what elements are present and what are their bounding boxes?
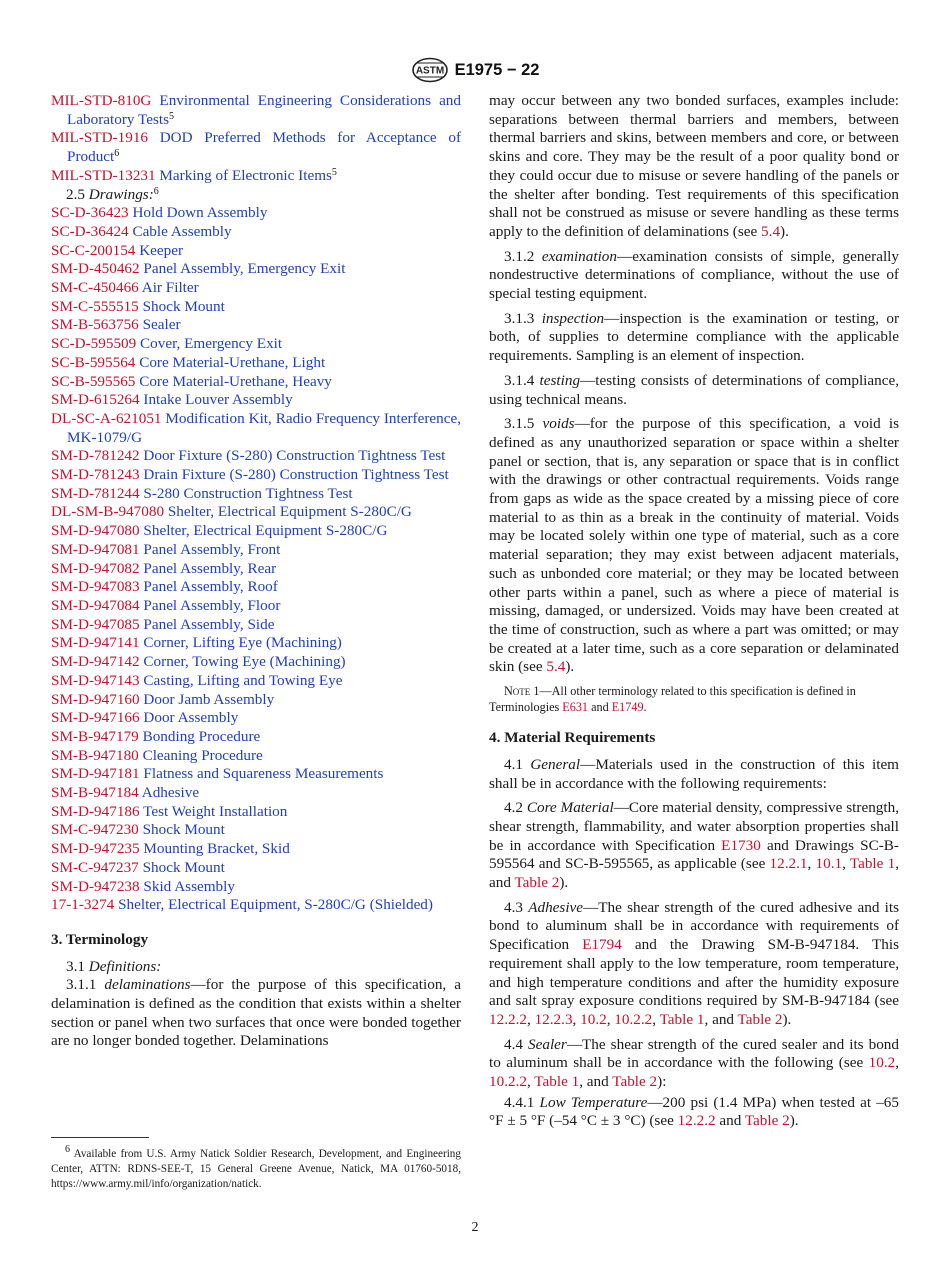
reference-title-link[interactable]: Panel Assembly, Roof xyxy=(143,578,278,596)
reference-code-link[interactable]: MIL-STD-810G xyxy=(51,92,152,109)
reference-code-link[interactable]: SM-C-555515 xyxy=(51,297,139,315)
footnote-marker: 6 xyxy=(114,148,120,160)
reference-code-link[interactable]: SM-D-947166 xyxy=(51,709,140,727)
reference-item xyxy=(51,728,461,747)
reference-code-link[interactable]: SM-B-947180 xyxy=(51,746,139,764)
reference-item xyxy=(51,466,461,485)
reference-title-link[interactable]: Environmental Engineering Considerations and Laboratory Tests xyxy=(67,92,461,128)
reference-title-link[interactable]: Shock Mount xyxy=(142,297,225,315)
reference-code-link[interactable]: SM-D-947238 xyxy=(51,877,140,895)
reference-code-link[interactable]: SM-D-781243 xyxy=(51,466,140,484)
reference-item xyxy=(51,354,461,373)
reference-code-link[interactable]: SM-B-563756 xyxy=(51,316,139,334)
reference-item xyxy=(51,316,461,335)
ref-link[interactable]: 10.2 xyxy=(868,1054,896,1072)
reference-code-link[interactable]: SM-D-947181 xyxy=(51,765,140,783)
ref-link[interactable]: E631 xyxy=(562,700,589,715)
reference-title-link[interactable]: Adhesive xyxy=(141,784,200,802)
reference-title-link[interactable]: Mounting Bracket, Skid xyxy=(143,840,290,858)
reference-title-link[interactable]: Shock Mount xyxy=(142,858,225,876)
reference-title-link[interactable]: Shock Mount xyxy=(142,821,225,839)
page-number: 2 xyxy=(471,1220,479,1235)
reference-item xyxy=(51,541,461,560)
reference-title-link[interactable]: Core Material-Urethane, Light xyxy=(139,353,326,371)
reference-item xyxy=(51,803,461,822)
reference-code-link[interactable]: SM-D-947082 xyxy=(51,559,140,577)
reference-item xyxy=(51,242,461,261)
ref-link[interactable]: Table 2 xyxy=(744,1112,790,1130)
reference-item xyxy=(51,167,461,186)
reference-code-link[interactable]: SM-D-615264 xyxy=(51,391,140,409)
ref-link[interactable]: E1730 xyxy=(721,836,761,854)
ref-link[interactable]: E1749 xyxy=(611,700,644,715)
right-column xyxy=(489,92,899,1137)
reference-code-link[interactable]: SM-B-947184 xyxy=(51,784,139,802)
reference-item xyxy=(51,335,461,354)
reference-item xyxy=(51,92,461,129)
ref-link[interactable]: 12.2.2 xyxy=(677,1112,716,1130)
reference-code-link[interactable]: SC-D-36423 xyxy=(51,204,129,222)
ref-link[interactable]: 12.2.1 xyxy=(769,855,808,873)
reference-item xyxy=(51,260,461,279)
reference-code-link[interactable]: SM-C-947237 xyxy=(51,858,139,876)
ref-link[interactable]: 12.2.2 xyxy=(489,1010,527,1028)
reference-title-link[interactable]: Panel Assembly, Emergency Exit xyxy=(143,260,346,278)
para-4-4: 4.4 Sealer—The shear strength of the cured sealer and its bond to aluminum shall be in accordance with the following (see 10.2, 10.2.2, Table 1, and Table 2): xyxy=(489,1035,899,1091)
page-header xyxy=(0,56,950,84)
ref-link[interactable]: 10.2 xyxy=(580,1010,607,1028)
reference-title-link[interactable]: DOD Preferred Methods for Acceptance of Product xyxy=(67,129,461,166)
reference-code-link[interactable]: SM-D-947141 xyxy=(51,634,140,652)
reference-item xyxy=(51,878,461,897)
reference-code-link[interactable]: SM-C-450466 xyxy=(51,279,139,297)
reference-title-link[interactable]: Hold Down Assembly xyxy=(132,204,268,222)
reference-title-link[interactable]: S-280 Construction Tightness Test xyxy=(143,484,353,502)
reference-code-link[interactable]: SM-D-781244 xyxy=(51,484,140,502)
reference-item xyxy=(51,821,461,840)
reference-title-link[interactable]: Casting, Lifting and Towing Eye xyxy=(143,671,343,689)
reference-list xyxy=(51,92,461,186)
reference-item xyxy=(51,129,461,166)
ref-link[interactable]: 12.2.3 xyxy=(534,1010,573,1028)
reference-item xyxy=(51,784,461,803)
reference-title-link[interactable]: Skid Assembly xyxy=(143,877,235,895)
definition-testing: 3.1.4 testing—testing consists of determinations of compliance, using technical means. xyxy=(489,371,900,408)
definitions-heading: 3.1 Definitions: xyxy=(66,957,162,975)
reference-title-link[interactable]: Core Material-Urethane, Heavy xyxy=(139,372,332,390)
reference-title-link[interactable]: Panel Assembly, Rear xyxy=(143,559,277,577)
reference-item xyxy=(51,391,461,410)
reference-title-link[interactable]: Cover, Emergency Exit xyxy=(140,335,283,353)
reference-code-link[interactable]: SC-C-200154 xyxy=(51,241,136,259)
reference-item xyxy=(51,691,461,710)
reference-code-link[interactable]: SM-D-947084 xyxy=(51,596,140,614)
reference-code-link[interactable]: SM-B-947179 xyxy=(51,727,139,745)
reference-code-link[interactable]: MIL-STD-13231 xyxy=(51,166,156,184)
reference-code-link[interactable]: MIL-STD-1916 xyxy=(51,129,149,147)
reference-item xyxy=(51,503,461,522)
reference-title-link[interactable]: Shelter, Electrical Equipment S-280C/G xyxy=(167,503,412,521)
reference-code-link[interactable]: SM-D-947085 xyxy=(51,615,140,633)
footnote-marker: 5 xyxy=(169,110,174,122)
reference-item xyxy=(51,204,461,223)
reference-item xyxy=(51,447,461,466)
reference-item xyxy=(51,653,461,672)
reference-item xyxy=(51,747,461,766)
reference-code-link[interactable]: DL-SC-A-621051 xyxy=(51,409,162,427)
definition-voids: 3.1.5 voids—for the purpose of this specification, a void is defined as any unauthorized separation or space within a shelter panel or section, that is, any separation or space that is in conflict with the drawings or other contractual requirements. Voids range from gaps as wide as the space created by a missing piece of core material to as thin as a break in the continuity of material. Voids may be located solely within one type of material, such as a core material separation; they may exist between adjacent materials, such as unbonded core material; or they may be located between other parts within a panel, such as where a piece of material is missing, damaged, or undersized. Voids may have been created at the time of construction, such as where a part was omitted; or may be created at a later time, such as a core separation or delaminated skin (see 5.4). xyxy=(489,415,900,676)
astm-logo-icon xyxy=(411,57,449,83)
reference-code-link[interactable]: SC-B-595565 xyxy=(51,372,136,390)
reference-title-link[interactable]: Panel Assembly, Front xyxy=(143,540,281,558)
reference-title-link[interactable]: Cleaning Procedure xyxy=(142,746,263,764)
ref-link[interactable]: 5.4 xyxy=(546,658,566,676)
reference-title-link[interactable]: Bonding Procedure xyxy=(142,727,261,745)
ref-link[interactable]: 10.2.2 xyxy=(614,1010,653,1028)
reference-item xyxy=(51,485,461,504)
reference-title-link[interactable]: Shelter, Electrical Equipment, S-280C/G (Shielded) xyxy=(118,896,433,914)
reference-code-link[interactable]: SM-D-947143 xyxy=(51,671,140,689)
reference-code-link[interactable]: SM-D-947081 xyxy=(51,540,140,558)
reference-code-link[interactable]: SM-D-947142 xyxy=(51,653,140,671)
reference-item xyxy=(51,373,461,392)
reference-title-link[interactable]: Cable Assembly xyxy=(132,222,232,240)
reference-title-link[interactable]: Air Filter xyxy=(141,279,199,297)
reference-item xyxy=(51,560,461,579)
reference-code-link[interactable]: SM-D-947080 xyxy=(51,522,140,540)
reference-item xyxy=(51,896,461,915)
footnote-6: $^6$ Available from U.S. Army Natick Soldier Research, Development, and Engineering Center, ATTN: RDNS-SEE-T, 15 General Greene Avenue, Natick, MA 01760-5018, https://www.army.mil/info/organization/natick. xyxy=(51,1144,461,1191)
reference-code-link[interactable]: SM-D-450462 xyxy=(51,260,140,278)
ref-link[interactable]: Table 1 xyxy=(534,1073,580,1091)
reference-code-link[interactable]: SC-B-595564 xyxy=(51,353,136,371)
para-4-3: 4.3 Adhesive—The shear strength of the cured adhesive and its bond to aluminum shall be in accordance with requirements of Specification E1794 and the Drawing SM-B-947184. This requirement shall apply to the low temperature, room temperature, and high temperature conditions and after the humidity exposure and salt spray exposure conditions required by SM-B-947184 (see 12.2.2, 12.2.3, 10.2, 10.2.2, Table 1, and Table 2). xyxy=(489,898,899,1028)
footnote-marker: 5 xyxy=(331,166,337,178)
reference-code-link[interactable]: SM-D-947186 xyxy=(51,802,140,820)
reference-title-link[interactable]: Drain Fixture (S-280) Construction Tightness Test xyxy=(143,466,449,484)
definition-inspection: 3.1.3 inspection—inspection is the examination or testing, or both, of supplies to determine compliance with the applicable requirements. Sampling is an element of inspection. xyxy=(489,309,900,365)
reference-title-link[interactable]: Test Weight Installation xyxy=(143,802,288,820)
para-4-1: 4.1 General—Materials used in the construction of this item shall be in accordance with the following requirements: xyxy=(489,755,899,792)
reference-title-link[interactable]: Panel Assembly, Floor xyxy=(143,596,281,614)
reference-title-link[interactable]: Door Fixture (S-280) Construction Tightness Test xyxy=(143,447,446,465)
reference-title-link[interactable]: Sealer xyxy=(142,316,181,334)
reference-item xyxy=(51,709,461,728)
footnote-divider xyxy=(51,1137,149,1138)
reference-title-link[interactable]: Keeper xyxy=(139,241,184,259)
para-4-4-1: 4.4.1 Low Temperature—200 psi (1.4 MPa) when tested at –65 °F ± 5 °F (–54 °C ± 3 °C) (see 12.2.2 and Table 2). xyxy=(489,1093,899,1130)
ref-link[interactable]: E1794 xyxy=(582,936,622,954)
reference-title-link[interactable]: Shelter, Electrical Equipment S-280C/G xyxy=(143,522,388,540)
reference-item xyxy=(51,840,461,859)
reference-item xyxy=(51,765,461,784)
definition-delaminations: 3.1.1 delaminations—for the purpose of this specification, a delamination is defined as the condition that exists within a shelter section or panel when two surfaces that once were bonded together are no longer bonded together. Delaminations xyxy=(51,976,461,1050)
drawings-heading: 2.5 Drawings:$^6$ xyxy=(66,185,159,203)
reference-item xyxy=(51,522,461,541)
drawings-list xyxy=(51,204,461,915)
reference-title-link[interactable]: Modification Kit, Radio Frequency Interference, MK-1079/G xyxy=(67,409,461,446)
reference-code-link[interactable]: SM-D-947083 xyxy=(51,578,140,596)
reference-code-link[interactable]: DL-SM-B-947080 xyxy=(51,503,165,521)
reference-code-link[interactable]: SC-D-595509 xyxy=(51,335,137,353)
reference-item xyxy=(51,672,461,691)
reference-title-link[interactable]: Door Jamb Assembly xyxy=(143,690,275,708)
definition-examination: 3.1.2 examination—examination consists of simple, generally nondestructive determinations of compliance, without the use of special testing equipment. xyxy=(489,247,899,303)
reference-code-link[interactable]: SM-D-781242 xyxy=(51,447,140,465)
reference-item xyxy=(51,223,461,242)
left-column xyxy=(51,92,461,1051)
reference-item xyxy=(51,859,461,878)
reference-title-link[interactable]: Corner, Towing Eye (Machining) xyxy=(143,653,346,671)
ref-link[interactable]: 5.4 xyxy=(761,222,781,240)
section-heading-terminology: 3. Terminology xyxy=(51,930,149,948)
definition-delaminations-continued: may occur between any two bonded surfaces, examples include: separations between thermal barriers and members, between thermal barriers and skins, between members and core, or between skins and core. They may be the result of a poor quality bond or they could occur due to misuse or severe handling of the panels or the shelter after bonding. Test requirements of this specification shall not be construed as misuse or severe handling as these terms apply to the definition of delaminations (see 5.4). xyxy=(489,92,899,240)
ref-link[interactable]: Table 2 xyxy=(612,1073,658,1091)
standard-designation: E1975 − 22 xyxy=(454,60,540,79)
reference-title-link[interactable]: Door Assembly xyxy=(143,709,239,727)
reference-item xyxy=(51,298,461,317)
ref-link[interactable]: 10.1 xyxy=(815,855,843,873)
ref-link[interactable]: Table 2 xyxy=(737,1010,783,1028)
reference-code-link[interactable]: SM-D-947235 xyxy=(51,840,140,858)
reference-title-link[interactable]: Corner, Lifting Eye (Machining) xyxy=(143,634,342,652)
ref-link[interactable]: Table 1 xyxy=(659,1010,705,1028)
reference-title-link[interactable]: Marking of Electronic Items xyxy=(159,166,332,184)
reference-item xyxy=(51,634,461,653)
para-4-2: 4.2 Core Material—Core material density, compressive strength, shear strength, flammability, and water absorption properties shall be in accordance with Specification E1730 and Drawings SC-B-595564 and SC-B-595565, as applicable (see 12.2.1, 10.1, Table 1, and Table 2). xyxy=(489,799,899,892)
reference-code-link[interactable]: SM-D-947160 xyxy=(51,690,140,708)
reference-code-link[interactable]: SM-C-947230 xyxy=(51,821,139,839)
reference-title-link[interactable]: Flatness and Squareness Measurements xyxy=(143,765,384,783)
reference-item xyxy=(51,616,461,635)
reference-item xyxy=(51,578,461,597)
reference-item xyxy=(51,279,461,298)
ref-link[interactable]: Table 2 xyxy=(514,874,560,892)
reference-title-link[interactable]: Intake Louver Assembly xyxy=(143,391,293,409)
ref-link[interactable]: Table 1 xyxy=(849,855,896,873)
reference-title-link[interactable]: Panel Assembly, Side xyxy=(143,615,275,633)
note-1: Note 1—All other terminology related to this specification is defined in Terminologies E631 and E1749. xyxy=(489,684,856,715)
reference-item xyxy=(51,597,461,616)
reference-code-link[interactable]: SC-D-36424 xyxy=(51,222,129,240)
section-heading-materials: 4. Material Requirements xyxy=(489,729,656,747)
svg-text:ASTM: ASTM xyxy=(415,65,444,77)
reference-code-link[interactable]: 17-1-3274 xyxy=(51,896,115,914)
reference-item xyxy=(51,410,461,447)
ref-link[interactable]: 10.2.2 xyxy=(489,1073,527,1091)
